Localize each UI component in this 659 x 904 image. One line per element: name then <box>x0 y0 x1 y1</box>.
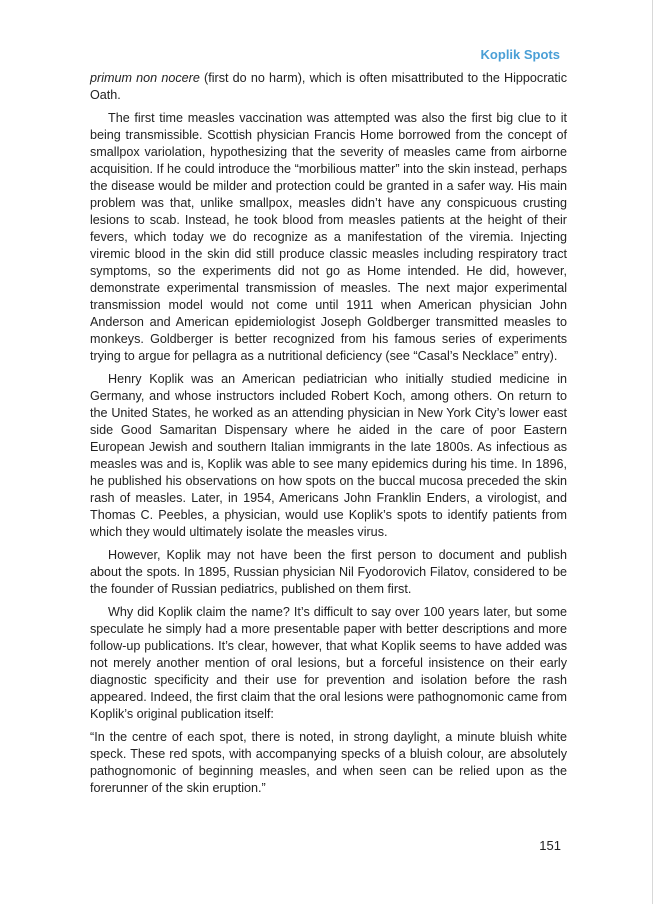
paragraph-3: Henry Koplik was an American pediatrician who initially studied medicine in Germany, and whose instructors included Robert Koch, among others. On return to the United States, he worked as an attending physician in New York City’s lower east side Good Samaritan Dispensary where he aided in the care of poor Eastern European Jewish and southern Italian immigrants in the late 1800s. As infectious as measles was and is, Koplik was able to see many epidemics during his time. In 1896, he published his observations on how spots on the buccal mucosa preceded the skin rash of measles. Later, in 1954, Americans John Franklin Enders, a virologist, and Thomas C. Peebles, a physician, would use Koplik’s spots to identify patients from which they would ultimately isolate the measles virus. <box>90 372 567 539</box>
block-quote: “In the centre of each spot, there is noted, in strong daylight, a minute bluish white speck. These red spots, with accompanying specks of a bluish colour, are absolutely pathognomonic of beginning measles, and when seen can be relied upon as the forerunner of the skin eruption.” <box>90 730 567 795</box>
running-head: Koplik Spots <box>480 47 560 62</box>
latin-phrase: primum non nocere <box>90 71 200 85</box>
paragraph-1-text: (first do no harm), which is often misattributed to the Hippocratic Oath. <box>90 71 567 102</box>
paragraph-4: However, Koplik may not have been the first person to document and publish about the spots. In 1895, Russian physician Nil Fyodorovich Filatov, considered to be the founder of Russian pediatrics, published on them first. <box>90 548 567 596</box>
paragraph-2: The first time measles vaccination was attempted was also the first big clue to it being transmissible. Scottish physician Francis Home borrowed from the concept of smallpox variolation, hypothesizing that the severity of measles came from airborne acquisition. If he could introduce the “morbilious matter” into the skin instead, perhaps the disease would be milder and protection could be granted in a safer way. His main problem was that, unlike smallpox, measles didn’t have any conspicuous crusting lesions to scab. Instead, he took blood from measles patients at the height of their fevers, which today we do recognize as a manifestation of the viremia. Injecting viremic blood in the skin did still produce classic measles including respiratory tract symptoms, so the experiments did not go as Home intended. He did, however, demonstrate experimental transmission of measles. The next major experimental transmission model would not come until 1911 when American physician John Anderson and American epidemiologist Joseph Goldberger transmitted measles to monkeys. Goldberger is better recognized from his famous series of experiments trying to argue for pellagra as a nutritional deficiency (see “Casal’s Necklace” entry). <box>90 111 567 363</box>
page-number: 151 <box>539 838 561 853</box>
paragraph-1 <box>90 70 567 104</box>
paragraph-5: Why did Koplik claim the name? It’s difficult to say over 100 years later, but some speculate he simply had a more presentable paper with better descriptions and more follow-up publications. It’s clear, however, that what Koplik seems to have added was not merely another mention of oral lesions, but a forceful insistence on their early diagnostic specificity and their use for prevention and isolation before the rash appeared. Indeed, the first claim that the oral lesions were pathognomonic came from Koplik’s original publication itself: <box>90 605 567 721</box>
body-text <box>90 70 567 803</box>
